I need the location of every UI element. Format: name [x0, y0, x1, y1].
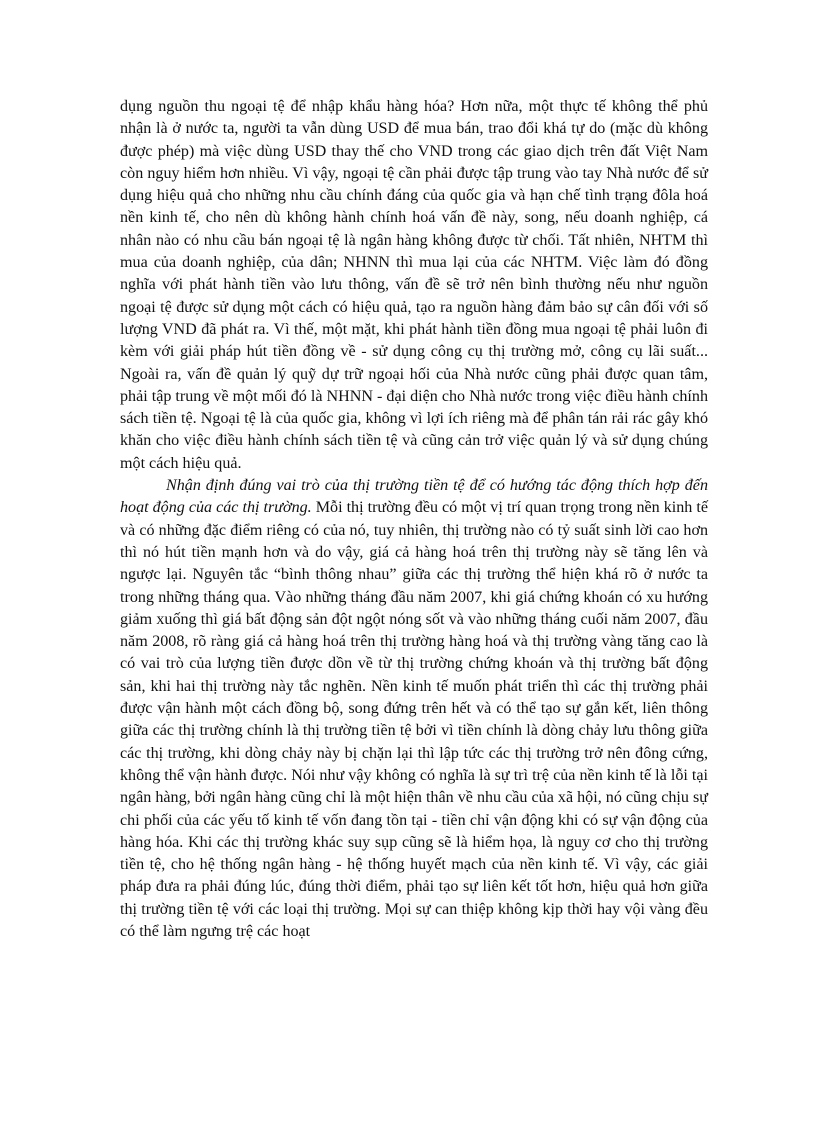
paragraph-2-emphasis: Nhận định đúng vai trò của thị trường tiền tệ để có hướng tác động thích hợp đến hoạt động của các thị trường.	[120, 477, 708, 517]
document-page	[120, 96, 708, 943]
body-paragraph-2	[120, 475, 708, 943]
body-paragraph-1: dụng nguồn thu ngoại tệ để nhập khẩu hàng hóa? Hơn nữa, một thực tế không thể phủ nhận là ở nước ta, người ta vẫn dùng USD để mua bán, trao đổi khá tự do (mặc dù không được phép) mà việc dùng USD thay thế cho VND trong các giao dịch trên đất Việt Nam còn nguy hiểm hơn nhiều. Vì vậy, ngoại tệ cần phải được tập trung vào tay Nhà nước để sử dụng hiệu quả cho những nhu cầu chính đáng của quốc gia và hạn chế tình trạng đôla hoá nền kinh tế, cho nên dù không hành chính hoá vấn đề này, song, nếu doanh nghiệp, cá nhân nào có nhu cầu bán ngoại tệ là ngân hàng không được từ chối. Tất nhiên, NHTM thì mua của doanh nghiệp, của dân; NHNN thì mua lại của các NHTM. Việc làm đó đồng nghĩa với phát hành tiền vào lưu thông, vấn đề sẽ trở nên bình thường nếu như nguồn ngoại tệ được sử dụng một cách có hiệu quả, tạo ra nguồn hàng đảm bảo sự cân đối với số lượng VND đã phát ra. Vì thế, một mặt, khi phát hành tiền đồng mua ngoại tệ phải luôn đi kèm với giải pháp hút tiền đồng về - sử dụng công cụ thị trường mở, công cụ lãi suất... Ngoài ra, vấn đề quản lý quỹ dự trữ ngoại hối của Nhà nước cũng phải được quan tâm, phải tập trung về một mối đó là NHNN - đại diện cho Nhà nước trong việc điều hành chính sách tiền tệ. Ngoại tệ là của quốc gia, không vì lợi ích riêng mà để phân tán rải rác gây khó khăn cho việc điều hành chính sách tiền tệ và cũng cản trở việc quản lý và sử dụng chúng một cách hiệu quả.	[120, 98, 708, 472]
paragraph-2-body: Mỗi thị trường đều có một vị trí quan trọng trong nền kinh tế và có những đặc điểm riêng có của nó, tuy nhiên, thị trường nào có tỷ suất sinh lời cao hơn thì nó hút tiền mạnh hơn và do vậy, giá cả hàng hoá trên thị trường này sẽ tăng lên và ngược lại. Nguyên tắc “bình thông nhau” giữa các thị trường thể hiện khá rõ ở nước ta trong những tháng qua. Vào những tháng đầu năm 2007, khi giá chứng khoán có xu hướng giảm xuống thì giá bất động sản đột ngột nóng sốt và vào những tháng cuối năm 2007, đầu năm 2008, rõ ràng giá cả hàng hoá trên thị trường hàng hoá và thị trường vàng tăng cao là có vai trò của lượng tiền được dồn về từ thị trường chứng khoán và thị trường bất động sản, khi hai thị trường này tắc nghẽn. Nền kinh tế muốn phát triển thì các thị trường phải được vận hành một cách đồng bộ, song đứng trên hết và có thể tạo sự gắn kết, liên thông giữa các thị trường chính là thị trường tiền tệ bởi vì tiền chính là dòng chảy lưu thông giữa các thị trường, khi dòng chảy này bị chặn lại thì lập tức các thị trường trở nên đông cứng, không thể vận hành được. Nói như vậy không có nghĩa là sự trì trệ của nền kinh tế là lỗi tại ngân hàng, bởi ngân hàng cũng chỉ là một hiện thân về nhu cầu của xã hội, nó cũng chịu sự chi phối của các yếu tố kinh tế vốn đang tồn tại - tiền chỉ vận động khi có sự vận động của hàng hóa. Khi các thị trường khác suy sụp cũng sẽ là hiểm họa, là nguy cơ cho thị trường tiền tệ, cho hệ thống ngân hàng - hệ thống huyết mạch của nền kinh tế. Vì vậy, các giải pháp đưa ra phải đúng lúc, đúng thời điểm, phải tạo sự liên kết tốt hơn, hiệu quả hơn giữa thị trường tiền tệ với các loại thị trường. Mọi sự can thiệp không kịp thời hay vội vàng đều có thể làm ngưng trệ các hoạt	[120, 499, 708, 940]
